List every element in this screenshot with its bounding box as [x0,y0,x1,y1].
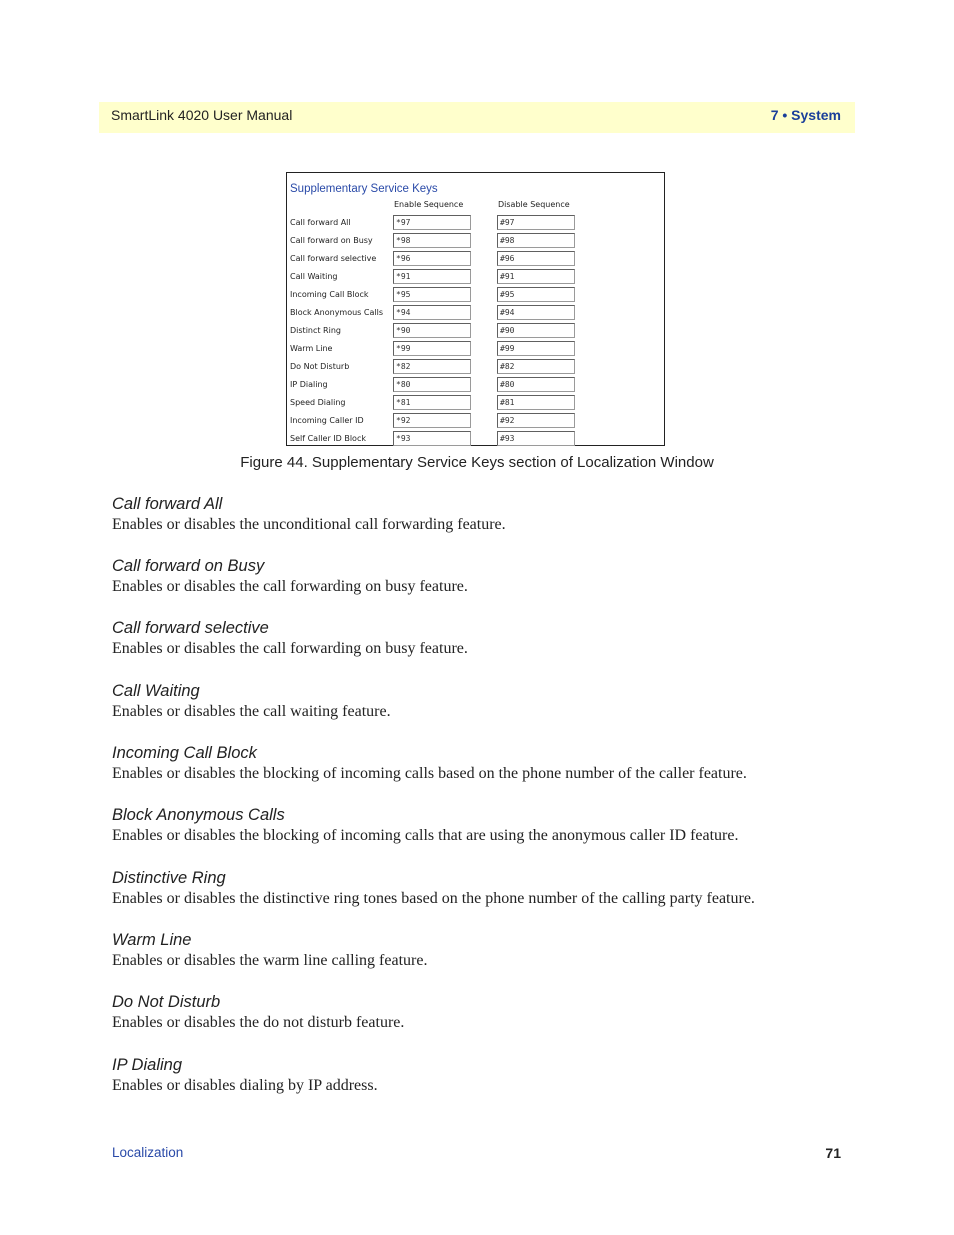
feature-section [112,743,872,784]
key-row [287,233,664,251]
section-body: Enables or disables the unconditional call forwarding feature. [112,516,506,533]
key-row [287,359,664,377]
key-row [287,251,664,269]
disable-sequence-input[interactable]: #92 [497,413,575,428]
key-row [287,269,664,287]
section-body: Enables or disables the blocking of incoming calls that are using the anonymous caller ID feature. [112,827,739,844]
enable-sequence-input[interactable]: *81 [393,395,471,410]
key-row-label: Call Waiting [290,272,338,281]
key-row-label: Do Not Disturb [290,362,350,371]
section-body: Enables or disables dialing by IP address. [112,1077,378,1094]
disable-sequence-input[interactable]: #97 [497,215,575,230]
key-row [287,305,664,323]
enable-sequence-input[interactable]: *99 [393,341,471,356]
figure-caption: Figure 44. Supplementary Service Keys section of Localization Window [240,454,714,471]
disable-sequence-input[interactable]: #81 [497,395,575,410]
feature-section [112,681,872,722]
section-heading: Call forward selective [112,619,269,637]
key-row [287,377,664,395]
disable-sequence-header: Disable Sequence [498,200,570,209]
feature-section [112,556,872,597]
section-heading: Incoming Call Block [112,744,257,762]
enable-sequence-input[interactable]: *82 [393,359,471,374]
disable-sequence-input[interactable]: #93 [497,431,575,446]
key-row-label: Distinct Ring [290,326,341,335]
section-body: Enables or disables the call waiting feature. [112,703,391,720]
section-heading: Warm Line [112,931,192,949]
feature-section [112,930,872,971]
enable-sequence-input[interactable]: *80 [393,377,471,392]
key-row [287,215,664,233]
enable-sequence-input[interactable]: *94 [393,305,471,320]
feature-section [112,992,872,1033]
section-body: Enables or disables the do not disturb feature. [112,1014,405,1031]
page-number: 71 [825,1145,841,1161]
section-heading: Call Waiting [112,682,200,700]
supplementary-keys-figure [286,172,665,446]
section-heading: Call forward All [112,495,223,513]
manual-title: SmartLink 4020 User Manual [111,107,293,123]
section-body: Enables or disables the distinctive ring tones based on the phone number of the calling party feature. [112,890,755,907]
disable-sequence-input[interactable]: #99 [497,341,575,356]
key-row-label: Incoming Call Block [290,290,369,299]
key-row [287,413,664,431]
section-body: Enables or disables the warm line calling feature. [112,952,428,969]
enable-sequence-input[interactable]: *98 [393,233,471,248]
feature-section [112,805,872,846]
feature-section [112,1055,872,1096]
enable-sequence-input[interactable]: *95 [393,287,471,302]
disable-sequence-input[interactable]: #98 [497,233,575,248]
section-heading: Distinctive Ring [112,869,226,887]
section-body: Enables or disables the blocking of incoming calls based on the phone number of the caller feature. [112,765,747,782]
chapter-title: 7 • System [770,107,841,123]
disable-sequence-input[interactable]: #94 [497,305,575,320]
section-body: Enables or disables the call forwarding on busy feature. [112,578,468,595]
key-row-label: Speed Dialing [290,398,346,407]
figure-title: Supplementary Service Keys [290,183,438,195]
section-heading: Block Anonymous Calls [112,806,285,824]
key-row [287,323,664,341]
page-header [99,102,855,133]
key-row-label: IP Dialing [290,380,328,389]
key-row-label: Block Anonymous Calls [290,308,383,317]
key-row-label: Call forward All [290,218,351,227]
disable-sequence-input[interactable]: #90 [497,323,575,338]
section-heading: Call forward on Busy [112,557,265,575]
key-row-label: Call forward selective [290,254,377,263]
key-row-label: Self Caller ID Block [290,434,366,443]
key-row-label: Warm Line [290,344,333,353]
enable-sequence-header: Enable Sequence [394,200,464,209]
enable-sequence-input[interactable]: *97 [393,215,471,230]
disable-sequence-input[interactable]: #96 [497,251,575,266]
disable-sequence-input[interactable]: #91 [497,269,575,284]
footer-section-name: Localization [112,1145,184,1160]
feature-section [112,618,872,659]
feature-section [112,494,872,535]
enable-sequence-input[interactable]: *90 [393,323,471,338]
key-row-label: Incoming Caller ID [290,416,364,425]
key-row [287,287,664,305]
enable-sequence-input[interactable]: *92 [393,413,471,428]
key-row [287,395,664,413]
feature-section [112,868,872,909]
key-row [287,341,664,359]
section-body: Enables or disables the call forwarding on busy feature. [112,640,468,657]
key-row-label: Call forward on Busy [290,236,373,245]
section-heading: IP Dialing [112,1056,183,1074]
enable-sequence-input[interactable]: *93 [393,431,471,446]
key-row [287,431,664,449]
enable-sequence-input[interactable]: *91 [393,269,471,284]
enable-sequence-input[interactable]: *96 [393,251,471,266]
disable-sequence-input[interactable]: #82 [497,359,575,374]
disable-sequence-input[interactable]: #95 [497,287,575,302]
disable-sequence-input[interactable]: #80 [497,377,575,392]
section-heading: Do Not Disturb [112,993,221,1011]
